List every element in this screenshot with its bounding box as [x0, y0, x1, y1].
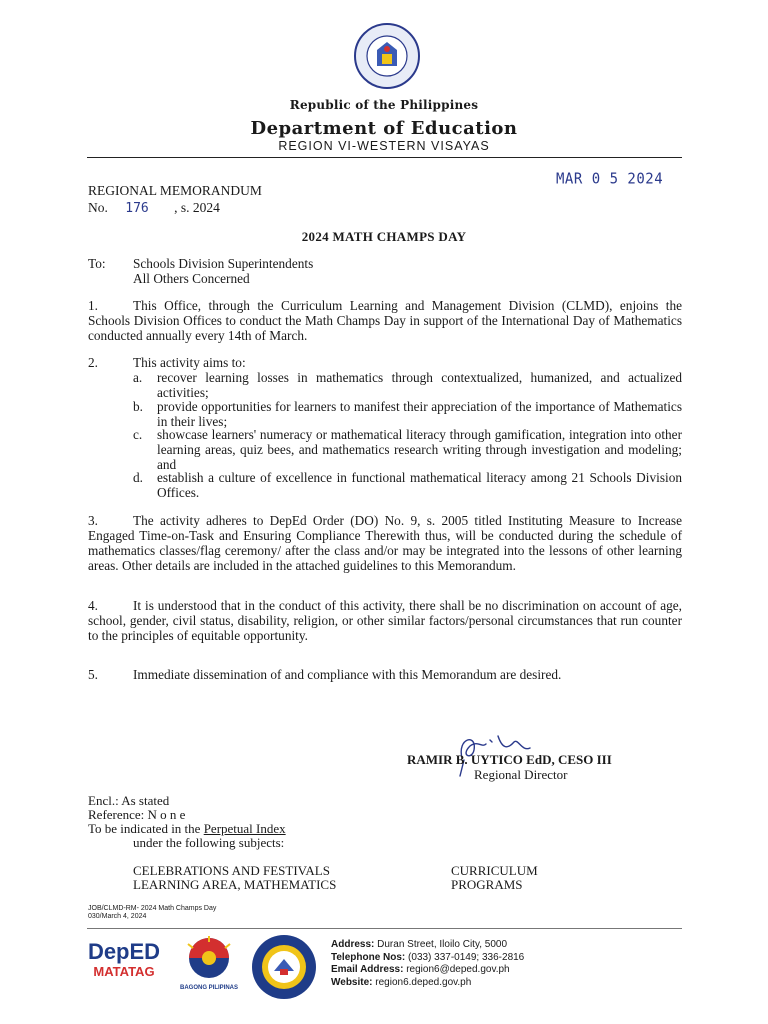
subject-item: CURRICULUM — [451, 863, 538, 878]
paragraph-number: 5. — [88, 667, 98, 682]
list-marker: c. — [133, 427, 143, 442]
recipient-line: All Others Concerned — [133, 271, 250, 286]
reference-code — [88, 905, 216, 921]
bagong-pilipinas-text: BAGONG PILIPINAS — [179, 985, 238, 991]
list-marker: b. — [133, 399, 143, 414]
list-item-text: showcase learners' numeracy or mathematical literacy through gamification, integration into other learning areas, quiz bees, and mathematics research writing through investigation and modeling; and — [157, 427, 682, 472]
bagong-pilipinas-logo — [176, 934, 242, 992]
address-line — [331, 939, 524, 952]
index-line — [88, 822, 286, 836]
memo-number-label: No. — [88, 200, 108, 215]
list-item — [133, 399, 682, 429]
paragraph-2-heading: This activity aims to: — [133, 355, 246, 370]
matatag-wordmark: MATATAG — [93, 964, 155, 979]
region-office-seal-logo — [250, 933, 318, 1001]
recipients — [133, 256, 313, 286]
memo-type: REGIONAL MEMORANDUM — [88, 183, 262, 198]
paragraph-number: 2. — [88, 355, 98, 370]
memo-number-value: 176 — [125, 201, 149, 216]
paragraph-number: 4. — [88, 598, 98, 613]
list-marker: d. — [133, 470, 143, 485]
to-label: To: — [88, 256, 106, 271]
subjects-left — [133, 864, 336, 892]
memo-series: , s. 2024 — [174, 200, 220, 215]
website-line — [331, 977, 524, 990]
list-item-text: recover learning losses in mathematics through contextualized, humanized, and actualized activities; — [157, 370, 682, 400]
paragraph-text: It is understood that in the conduct of this activity, there shall be no discrimination on account of age, school, gender, civil status, disability, religion, or other similar factors/personal circumstances that run counter to the principles of equitable opportunity. — [88, 598, 682, 643]
paragraph-number: 1. — [88, 298, 98, 313]
website-label: Website: — [331, 976, 373, 988]
enclosure-line: Encl.: As stated — [88, 793, 170, 808]
paragraph-3 — [88, 513, 682, 573]
email-line — [331, 964, 524, 977]
list-marker: a. — [133, 370, 143, 385]
perpetual-index-link: Perpetual Index — [203, 821, 286, 836]
phone-line — [331, 952, 524, 965]
deped-matatag-logo — [84, 940, 164, 990]
deped-seal-logo — [353, 22, 421, 90]
republic-heading: Republic of the Philippines — [289, 98, 479, 112]
department-heading: Department of Education — [250, 118, 518, 139]
index-suffix: under the following subjects: — [133, 835, 285, 850]
subject-item: LEARNING AREA, MATHEMATICS — [133, 877, 337, 892]
phone-value: (033) 337-0149; 336-2816 — [408, 951, 525, 963]
reference-line: Reference: N o n e — [88, 807, 186, 822]
paragraph-text: The activity adheres to DepEd Order (DO) No. 9, s. 2005 titled Instituting Measure to Increase Engaged Time-on-Task and Ensuring Compliance Therewith thus, will be conducted during the schedule of mathematics classes/flag ceremony/ after the class and/or may be integrated into the lessons of other learning areas. Other details are included in the attached guidelines to this Memorandum. — [88, 513, 682, 573]
paragraph-text: Immediate dissemination of and compliance with this Memorandum are desired. — [133, 667, 562, 682]
subject-item: PROGRAMS — [451, 877, 523, 892]
paragraph-5 — [88, 667, 682, 682]
header-divider — [87, 157, 682, 158]
address-value: Duran Street, Iloilo City, 5000 — [377, 939, 508, 950]
signatory-title: Regional Director — [474, 767, 568, 782]
list-item — [133, 427, 682, 472]
date-stamp: MAR 0 5 2024 — [556, 170, 664, 188]
email-label: Email Address: — [331, 964, 404, 975]
phone-label: Telephone Nos: — [331, 951, 406, 963]
paragraph-number: 3. — [88, 513, 98, 528]
deped-wordmark: DepED — [87, 939, 161, 964]
subject-item: CELEBRATIONS AND FESTIVALS — [133, 863, 330, 878]
paragraph-text: This Office, through the Curriculum Learning and Management Division (CLMD), enjoins the Schools Division Offices to conduct the Math Champs Day in support of the International Day of Mathematics conducted annually every 14th of March. — [88, 298, 682, 343]
list-item — [133, 370, 682, 400]
list-item — [133, 470, 682, 500]
list-item-text: provide opportunities for learners to manifest their appreciation of the importance of Mathematics in their lives; — [157, 399, 682, 429]
subjects-right — [451, 864, 538, 892]
paragraph-4 — [88, 598, 682, 643]
website-value[interactable]: region6.deped.gov.ph — [375, 976, 472, 988]
signatory-name: RAMIR B. UYTICO EdD, CESO III — [407, 752, 612, 767]
enclosure-block — [88, 794, 286, 850]
memo-number — [88, 200, 220, 216]
memo-title: 2024 MATH CHAMPS DAY — [301, 229, 467, 244]
footer-divider — [87, 928, 682, 929]
index-prefix: To be indicated in the — [88, 821, 204, 836]
paragraph-1 — [88, 298, 682, 343]
contact-block — [331, 939, 524, 989]
email-value[interactable]: region6@deped.gov.ph — [406, 964, 510, 975]
bagong-pilipinas-emblem — [176, 934, 242, 980]
list-item-text: establish a culture of excellence in functional mathematical literacy among 21 Schools Division Offices. — [157, 470, 682, 500]
address-label: Address: — [331, 939, 375, 950]
recipient-line: Schools Division Superintendents — [133, 256, 314, 271]
reference-code-line: 030/March 4, 2024 — [88, 913, 147, 920]
reference-code-line: JOB/CLMD-RM- 2024 Math Champs Day — [88, 905, 217, 912]
region-heading: REGION VI-WESTERN VISAYAS — [278, 139, 490, 153]
